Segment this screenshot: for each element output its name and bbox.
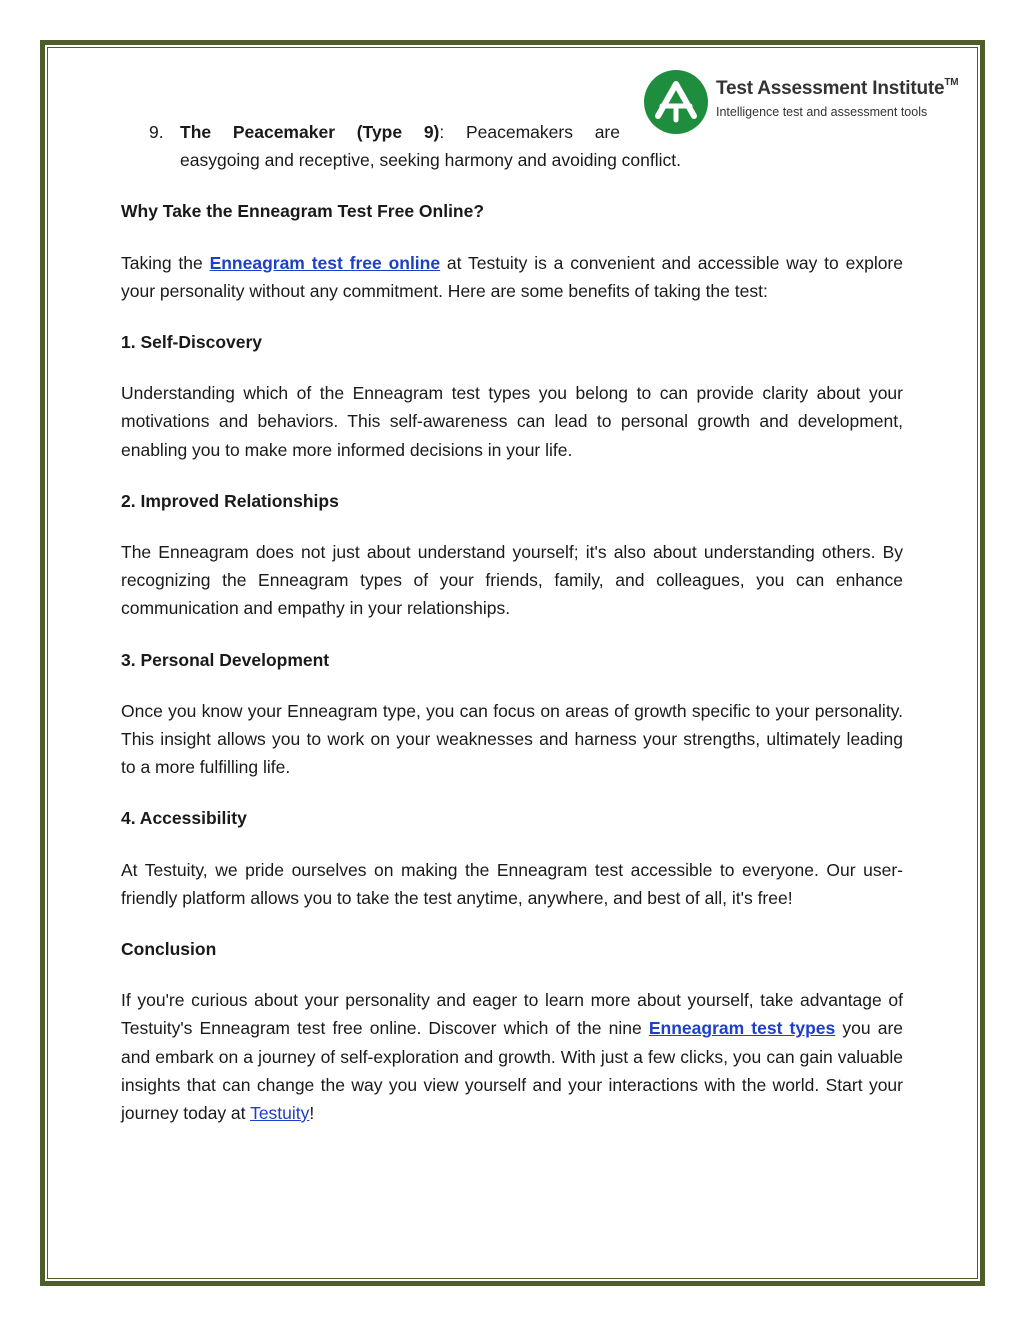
- logo-title: Test Assessment Institute™: [716, 76, 959, 99]
- conclusion-heading: Conclusion: [121, 939, 217, 960]
- section-heading-why: Why Take the Enneagram Test Free Online?: [121, 201, 485, 222]
- link-enneagram-test-types[interactable]: Enneagram test types: [648, 1018, 836, 1039]
- list-line-1-rest: Peacemakers are: [444, 122, 620, 142]
- logo-subtitle: Intelligence test and assessment tools: [716, 105, 928, 119]
- list-text: [180, 118, 903, 174]
- list-item-type-9: [121, 118, 903, 174]
- benefit-heading-2: 2. Improved Relationships: [121, 490, 339, 511]
- benefit-paragraph-1: Understanding which of the Enneagram test types you belong to can provide clarity about your motivations and behaviors. This self-awareness can lead to personal growth and development, enabling you to make more informed decisions in your life.: [121, 383, 903, 460]
- benefit-paragraph-3: Once you know your Enneagram type, you can focus on areas of growth specific to your personality. This insight allows you to work on your weaknesses and harness your strengths, ultimately leading to a more fulfilling life.: [121, 700, 903, 778]
- text-segment: If you're curious about your personality and eager to learn more about yourself, take advantage of Testuity's Enneagram test free online. Discover which of the nine: [121, 990, 903, 1039]
- type-title: The Peacemaker (Type 9): [180, 122, 440, 142]
- benefit-heading-4: 4. Accessibility: [121, 808, 247, 829]
- benefit-paragraph-4: At Testuity, we pride ourselves on making the Enneagram test accessible to everyone. Our user-friendly platform allows you to take the test anytime, anywhere, and best of all, it's free!: [121, 859, 903, 908]
- text-segment: at Testuity is a convenient and accessible way to explore your personality without any commitment. Here are some benefits of taking the test:: [121, 252, 903, 301]
- benefit-paragraph-2: The Enneagram does not just about understand yourself; it's also about understanding others. By recognizing the Enneagram types of your friends, family, and colleagues, you can enhance communication and empathy in your relationships.: [121, 542, 903, 619]
- text-segment: !: [309, 1103, 315, 1124]
- link-testuity[interactable]: Testuity: [250, 1103, 310, 1124]
- document-body: [121, 118, 903, 1150]
- list-line-1: [180, 118, 620, 146]
- text-segment: Taking the: [121, 252, 210, 273]
- list-number: 9.: [149, 122, 164, 142]
- conclusion-paragraph: [121, 986, 903, 1127]
- colon: :: [439, 122, 445, 142]
- link-enneagram-test-free-online[interactable]: Enneagram test free online: [209, 252, 441, 273]
- logo-trademark: TM: [944, 76, 959, 88]
- benefit-heading-3: 3. Personal Development: [121, 649, 330, 670]
- benefit-heading-1: 1. Self-Discovery: [121, 332, 263, 353]
- list-line-2: easygoing and receptive, seeking harmony and avoiding conflict.: [180, 150, 682, 171]
- paragraph-why: [121, 249, 903, 305]
- text-segment: you are and embark on a journey of self-exploration and growth. With just a few clicks, you can gain valuable insights that can change the way you view yourself and your interactions with the world. Start your journey today at: [121, 1018, 904, 1124]
